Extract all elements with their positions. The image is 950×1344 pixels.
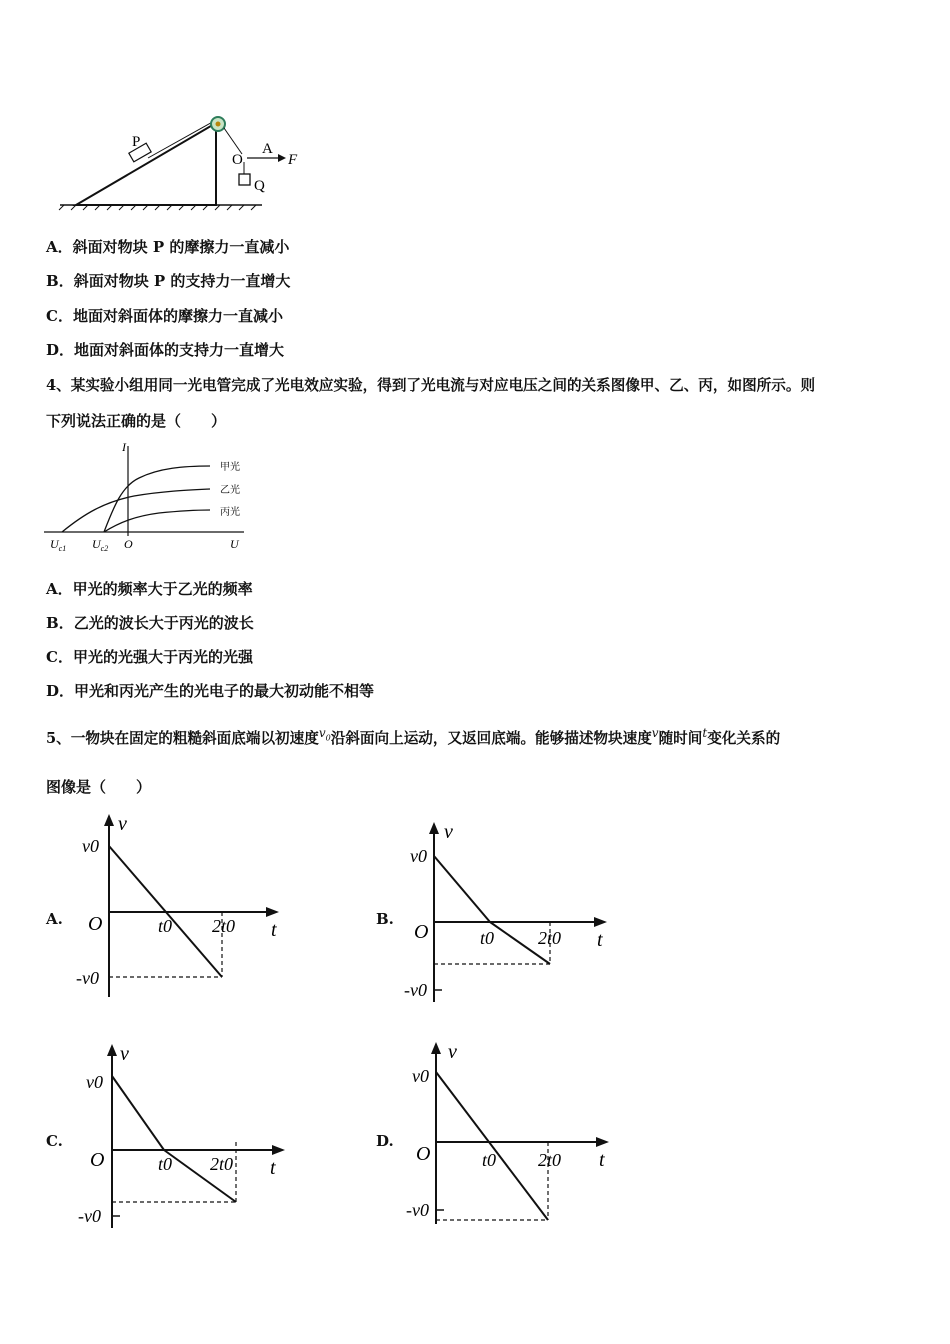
label-f: F bbox=[288, 152, 298, 168]
label-a: A bbox=[262, 141, 273, 157]
q3-option-b[interactable]: B．斜面对物块 P 的支持力一直增大 bbox=[46, 272, 291, 290]
svg-text:t: t bbox=[270, 1157, 276, 1179]
svg-text:v0: v0 bbox=[412, 1066, 429, 1086]
q5-stem-line2: 图像是（ ） bbox=[46, 778, 152, 796]
curve-label-jia: 甲光 bbox=[220, 462, 240, 473]
q5-option-b[interactable]: B. bbox=[376, 910, 394, 928]
axis-t: t bbox=[271, 919, 277, 941]
origin-label: O bbox=[124, 537, 133, 551]
q3-option-c[interactable]: C．地面对斜面体的摩擦力一直减小 bbox=[46, 307, 283, 325]
svg-text:O: O bbox=[416, 1143, 431, 1165]
svg-text:2t0: 2t0 bbox=[538, 1150, 562, 1170]
curve-bing bbox=[104, 510, 210, 532]
svg-text:v0: v0 bbox=[86, 1072, 103, 1092]
svg-text:O: O bbox=[414, 921, 429, 943]
svg-text:t: t bbox=[597, 929, 603, 951]
svg-text:v0: v0 bbox=[410, 846, 427, 866]
svg-text:v: v bbox=[448, 1041, 457, 1063]
axis-label-u: U bbox=[230, 537, 239, 551]
svg-text:2t0: 2t0 bbox=[538, 928, 562, 948]
q3-option-d[interactable]: D．地面对斜面体的支持力一直增大 bbox=[46, 341, 285, 359]
origin-o: O bbox=[88, 913, 103, 935]
velocity-line bbox=[112, 1076, 164, 1150]
curve-label-yi: 乙光 bbox=[220, 485, 240, 496]
q5-option-c[interactable]: C. bbox=[46, 1132, 63, 1150]
q4-option-a[interactable]: A．甲光的频率大于乙光的频率 bbox=[46, 580, 253, 598]
q5-stem-line1: 5、一物块在固定的粗糙斜面底端以初速度$^{v_0}$沿斜面向上运动，又返回底端。能够描述物块速度$^v$随时间$^t$变化关系的 bbox=[46, 726, 781, 747]
svg-text:v: v bbox=[120, 1043, 129, 1065]
svg-text:t0: t0 bbox=[158, 1154, 173, 1174]
incline-pulley-figure bbox=[56, 108, 296, 212]
uc2-label: $U_{c2}$ bbox=[92, 537, 109, 553]
svg-text:-v0: -v0 bbox=[406, 1200, 429, 1220]
svg-text:-v0: -v0 bbox=[78, 1206, 101, 1226]
uc1-label: $U_{c1}$ bbox=[50, 537, 67, 553]
q4-stem-line2: 下列说法正确的是（ ） bbox=[46, 412, 227, 430]
curve-label-bing: 丙光 bbox=[220, 507, 240, 518]
vt-graph-b[interactable] bbox=[404, 820, 614, 1006]
vt-graph-d[interactable] bbox=[404, 1040, 618, 1230]
svg-text:2t0: 2t0 bbox=[210, 1154, 234, 1174]
velocity-line bbox=[434, 856, 490, 922]
neg-v0-tick: -v0 bbox=[76, 968, 99, 988]
rope-incline bbox=[148, 120, 216, 158]
velocity-line bbox=[436, 1072, 548, 1220]
rope-to-o bbox=[224, 128, 242, 154]
svg-text:v: v bbox=[444, 821, 453, 843]
q4-option-d[interactable]: D．甲光和丙光产生的光电子的最大初动能不相等 bbox=[46, 682, 375, 700]
svg-text:t: t bbox=[599, 1149, 605, 1171]
q4-option-c[interactable]: C．甲光的光强大于丙光的光强 bbox=[46, 648, 253, 666]
svg-text:t0: t0 bbox=[480, 928, 495, 948]
label-p: P bbox=[132, 134, 141, 150]
q4-stem-line1: 4、某实验小组用同一光电管完成了光电效应实验，得到了光电流与对应电压之间的关系图像甲、乙、丙，如图所示。则 bbox=[46, 377, 816, 394]
photoelectric-graph bbox=[44, 436, 254, 556]
svg-text:-v0: -v0 bbox=[404, 980, 427, 1000]
v0-tick: v0 bbox=[82, 836, 99, 856]
vt-graph-a[interactable] bbox=[74, 812, 294, 1004]
axis-label-i: I bbox=[122, 440, 126, 454]
axis-v: v bbox=[118, 813, 127, 835]
incline-body bbox=[76, 123, 216, 205]
block-q bbox=[239, 174, 250, 185]
svg-text:t0: t0 bbox=[482, 1150, 497, 1170]
svg-text:O: O bbox=[90, 1149, 105, 1171]
t0-tick: t0 bbox=[158, 916, 173, 936]
2t0-tick: 2t0 bbox=[212, 916, 236, 936]
q3-option-a[interactable]: A．斜面对物块 P 的摩擦力一直减小 bbox=[46, 238, 290, 256]
label-q: Q bbox=[254, 178, 265, 194]
q5-option-d[interactable]: D. bbox=[376, 1132, 394, 1150]
label-o: O bbox=[232, 152, 243, 168]
vt-graph-c[interactable] bbox=[74, 1042, 294, 1234]
q4-option-b[interactable]: B．乙光的波长大于丙光的波长 bbox=[46, 614, 254, 632]
q5-option-a[interactable]: A. bbox=[46, 910, 63, 928]
